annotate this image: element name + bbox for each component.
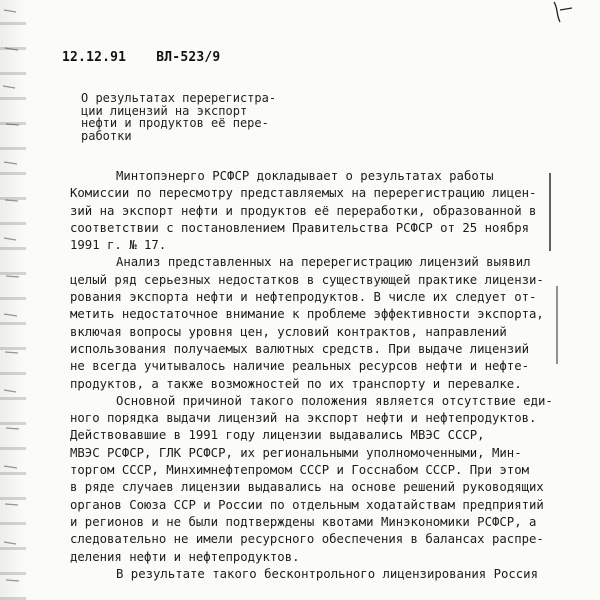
subject-line: О результатах перерегистра- xyxy=(81,91,277,105)
body-line: Анализ представленных на перерегистрацию лицензий выявил xyxy=(116,255,531,270)
body-line: В результате такого бесконтрольного лицензирования Россия xyxy=(116,566,538,581)
body-line: в ряде случаев лицензии выдавались на основе решений руководящих xyxy=(70,480,544,495)
subject-line: нефти и продуктов её пере- xyxy=(81,116,269,130)
body-line: МВЭС РСФСР, ГЛК РСФСР, их региональными уполномоченными, Мин- xyxy=(70,445,522,460)
document-header xyxy=(62,50,220,65)
body-line: метить недостаточное внимание к проблеме эффективности экспорта, xyxy=(70,307,544,322)
document-reference: ВЛ-523/9 xyxy=(156,50,221,65)
handwritten-mark xyxy=(546,0,580,26)
body-line: Действовавшие в 1991 году лицензии выдавались МВЭС СССР, xyxy=(70,428,485,443)
body-line: деления нефти и нефтепродуктов. xyxy=(70,549,300,564)
body-line: 1991 г. № 17. xyxy=(70,238,167,253)
body-line: торгом СССР, Минхимнефтепромом СССР и Госснабом СССР. При этом xyxy=(70,463,530,478)
body-line: ного порядка выдачи лицензий на экспорт нефти и нефтепродуктов. xyxy=(70,411,537,426)
body-line: зий на экспорт нефти и продуктов её переработки, образованной в xyxy=(70,203,537,218)
subject-line: ции лицензий на экспорт xyxy=(81,103,248,118)
binding-marks xyxy=(2,0,24,600)
body-line: соответствии с постановлением Правительства РСФСР от 25 ноября xyxy=(70,220,530,235)
body-line: Комиссии по пересмотру представляемых на перерегистрацию лицен- xyxy=(70,186,537,201)
document-date: 12.12.91 xyxy=(62,50,127,65)
body-line: продуктов, а также возможностей по их транспорту и перевалке. xyxy=(70,376,522,391)
document-body xyxy=(70,168,560,583)
body-line: включая вопросы уровня цен, условий контрактов, направлений xyxy=(70,324,507,339)
body-line: использования получаемых валютных средств. При выдаче лицензий xyxy=(70,341,530,356)
body-line: и регионов и не были подтверждены квотами Минэкономики РСФСР, а xyxy=(70,514,537,529)
body-line: следовательно не имели ресурсного обеспечения в балансах распре- xyxy=(70,532,544,547)
body-line: целый ряд серьезных недостатков в существующей практике лицензи- xyxy=(70,272,544,287)
body-line: не всегда учитывалось наличие реальных ресурсов нефти и нефте- xyxy=(70,359,530,374)
body-line: Основной причиной такого положения является отсутствие еди- xyxy=(116,393,553,408)
body-line: Минтопэнерго РСФСР докладывает о результатах работы xyxy=(116,169,494,183)
body-line: органов Союза ССР и России по отдельным ходатайствам предприятий xyxy=(70,497,544,512)
subject-line: работки xyxy=(81,128,132,143)
body-line: рования экспорта нефти и нефтепродуктов. В числе их следует от- xyxy=(70,290,537,305)
document-subject xyxy=(81,92,276,142)
